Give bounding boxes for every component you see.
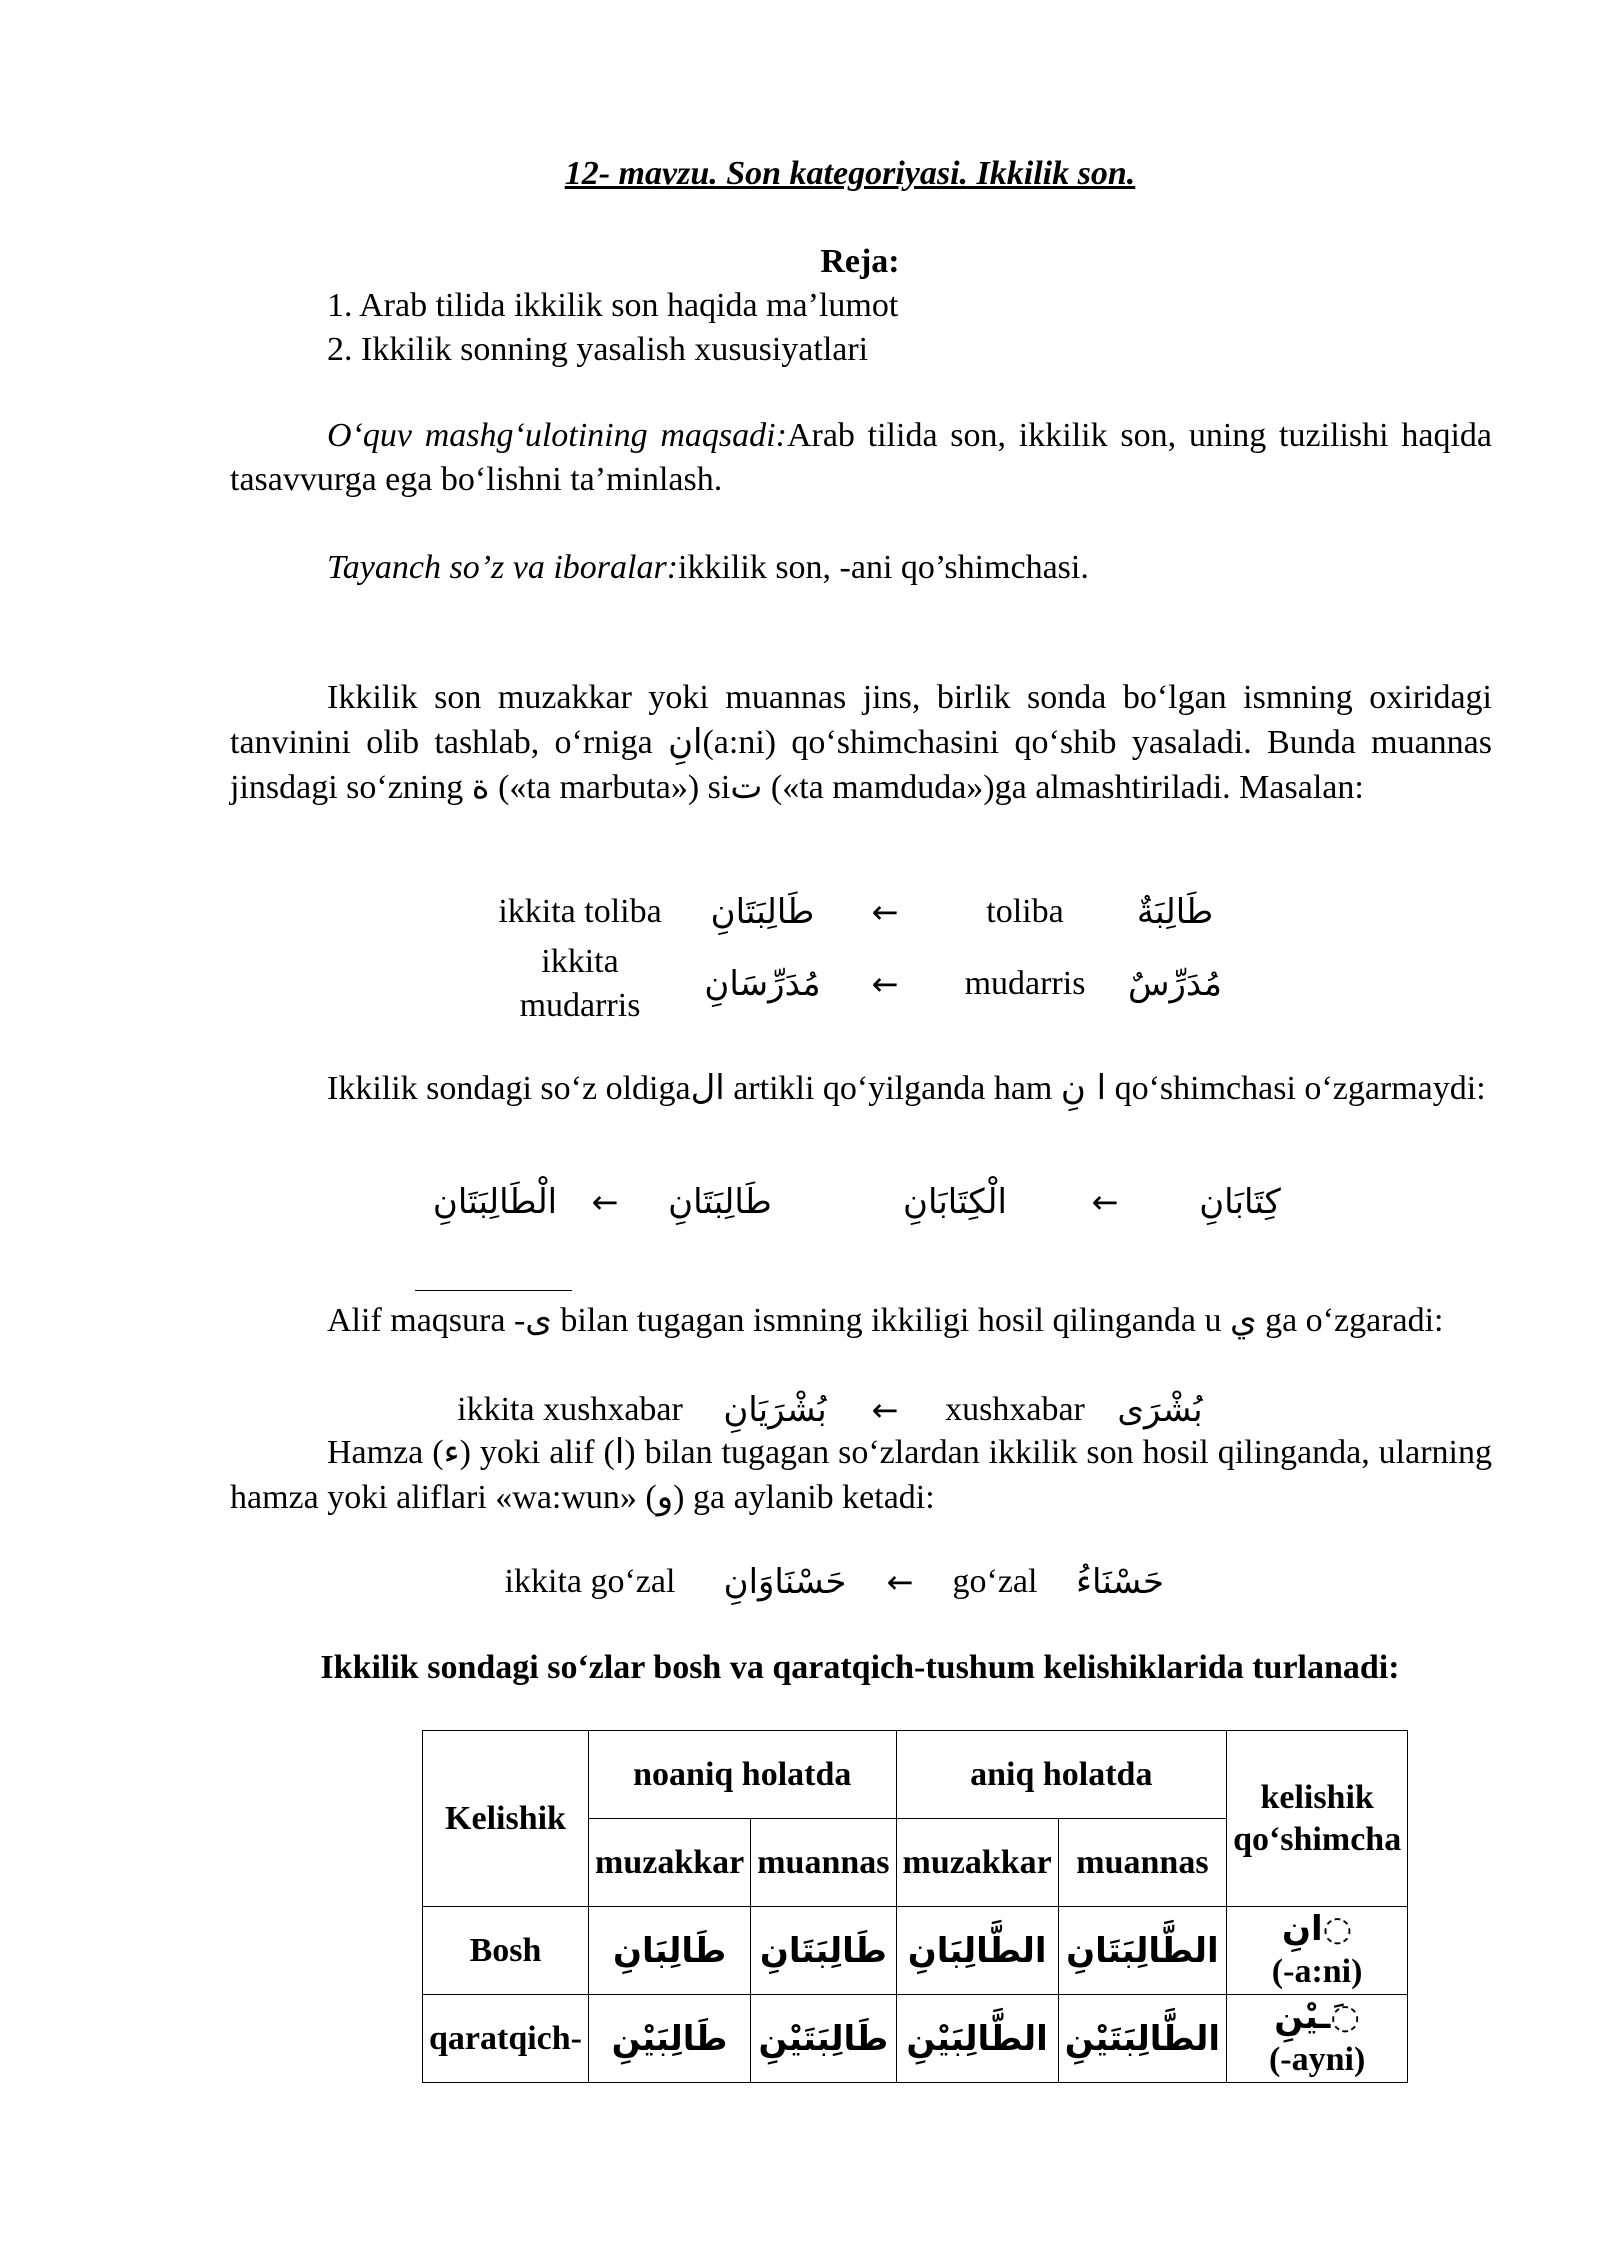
header-definite: aniq holatda <box>896 1731 1227 1819</box>
plan-item-2: 2. Ikkilik sonning yasalish xususiyatlari <box>327 331 869 368</box>
example-row <box>480 890 1225 934</box>
example-arabic-dual: بُشْرَيَانِ <box>723 1390 827 1430</box>
suffix-latin: (-ayni) <box>1268 2041 1366 2078</box>
suffix-cell <box>1227 1907 1408 1995</box>
example-gloss-dual: ikkita mudarris <box>519 943 641 1024</box>
intro-text-2: (a:ni) qo‘shimchasini qo‘shib yasaladi. Bunda muannas jinsdagi so‘zning <box>230 724 1493 806</box>
def-masc-cell: الطَّالِبَانِ <box>896 1907 1058 1995</box>
ya-arabic: ي <box>1229 1300 1257 1340</box>
table-row <box>423 1995 1408 2083</box>
example-gloss-singular: mudarris <box>964 965 1086 1002</box>
arrow-left-icon: ← <box>1091 1183 1119 1221</box>
example-arabic-definite: الْطَالِبَتَانِ <box>432 1182 558 1222</box>
indef-fem-cell: طَالِبَتَانِ <box>751 1907 896 1995</box>
alif-text-2: bilan tugagan ismning ikkiligi hosil qilinganda u <box>560 1302 1222 1339</box>
example-arabic-singular: حَسْنَاءُ <box>1076 1562 1164 1602</box>
example-arabic-definite: الْكِتَابَانِ <box>903 1182 1007 1222</box>
example-arabic-dual: حَسْنَاوَانِ <box>723 1562 847 1602</box>
article-example-row <box>420 1180 1310 1224</box>
example-gloss-singular: toliba <box>986 893 1064 930</box>
hamza-arabic: ء <box>443 1432 460 1472</box>
article-al-arabic: ال <box>690 1068 725 1108</box>
example-gloss-singular: xushxabar <box>945 1391 1085 1428</box>
goal-paragraph <box>230 414 1492 502</box>
article-paragraph <box>230 1066 1492 1111</box>
arrow-left-icon: ← <box>871 965 899 1003</box>
intro-suffix-arabic: انِ <box>668 722 703 762</box>
header-case: Kelishik <box>423 1731 589 1907</box>
keywords-paragraph <box>230 546 1492 590</box>
alif-maqsura-arabic: ى <box>525 1300 552 1340</box>
alif-example-row <box>440 1388 1210 1432</box>
goal-text: Arab tilida son, ikkilik son, uning tuzilishi haqida tasavvurga ega bo‘lishni ta’minlash. <box>230 417 1492 498</box>
plan-item-1: 1. Arab tilida ikkilik son haqida ma’lumot <box>327 287 899 324</box>
example-arabic-dual: طَالِبَتَانِ <box>710 892 815 932</box>
header-masculine: muzakkar <box>896 1819 1058 1907</box>
plan-heading: Reja: <box>820 243 900 280</box>
example-arabic-dual: مُدَرِّسَانِ <box>704 964 821 1004</box>
article-text-2: artikli qo‘yilganda ham <box>733 1070 1053 1107</box>
alif-text-3: ga o‘zgaradi: <box>1265 1302 1444 1339</box>
alif-maqsura-paragraph <box>230 1298 1492 1343</box>
example-arabic-singular: طَالِبَةٌ <box>1136 892 1214 932</box>
article-text-3: qo‘shimchasi o‘zgarmaydi: <box>1114 1070 1486 1107</box>
ta-mamduda-arabic: ت <box>730 767 763 807</box>
article-text-1: Ikkilik sondagi so‘z oldiga <box>327 1070 691 1107</box>
indef-fem-cell: طَالِبَتَيْنِ <box>751 1995 896 2083</box>
page-title: 12- mavzu. Son kategoriyasi. Ikkilik son. <box>564 155 1136 192</box>
row-case: qaratqich- <box>423 1995 589 2083</box>
intro-text-4: («ta mamduda»)ga almashtiriladi. Masalan: <box>770 769 1364 806</box>
intro-paragraph <box>230 676 1492 810</box>
hamza-example-row <box>480 1560 1180 1604</box>
intro-text-1: Ikkilik son muzakkar yoki muannas jins, birlik sonda bo‘lgan ismning oxiridagi tanvinini olib tashlab, o‘rniga <box>230 679 1492 761</box>
example-gloss-singular: go‘zal <box>952 1563 1038 1600</box>
example-row <box>480 940 1225 1028</box>
ta-marbuta-arabic: ة <box>471 767 490 807</box>
hamza-text-2: ) yoki alif ( <box>459 1434 615 1471</box>
example-gloss-dual: ikkita toliba <box>498 893 662 930</box>
article-suffix-arabic: ا نِ <box>1060 1068 1107 1108</box>
def-masc-cell: الطَّالِبَيْنِ <box>896 1995 1058 2083</box>
intro-text-3: («ta marbuta») si <box>498 769 731 806</box>
alif-text-1: Alif maqsura - <box>327 1302 526 1339</box>
declension-table <box>422 1730 1408 2083</box>
arrow-left-icon: ← <box>886 1563 914 1601</box>
example-arabic-indefinite: طَالِبَتَانِ <box>668 1182 772 1222</box>
def-fem-cell: الطَّالِبَتَانِ <box>1058 1907 1226 1995</box>
alif-arabic: ا <box>614 1432 625 1472</box>
hamza-text-4: ga aylanib ketadi: <box>693 1479 935 1516</box>
divider-line <box>415 1290 572 1291</box>
suffix-cell <box>1227 1995 1408 2083</box>
row-case: Bosh <box>423 1907 589 1995</box>
header-indefinite: noaniq holatda <box>589 1731 897 1819</box>
arrow-left-icon: ← <box>591 1183 619 1221</box>
suffix-arabic: ◌َـيْنِ <box>1274 1997 1361 2037</box>
def-fem-cell: الطَّالِبَتَيْنِ <box>1058 1995 1226 2083</box>
header-feminine: muannas <box>1058 1819 1226 1907</box>
hamza-text-1: Hamza ( <box>327 1434 444 1471</box>
hamza-text-3: ) bilan tugagan so‘zlardan ikkilik son hosil qilinganda, ularning hamza yoki aliflari «wa:wun» <box>230 1434 1492 1516</box>
suffix-arabic: ◌انِ <box>1281 1909 1353 1949</box>
example-gloss-dual: ikkita xushxabar <box>457 1391 683 1428</box>
keywords-label: Tayanch so’z va iboralar: <box>327 549 679 586</box>
keywords-text: ikkilik son, -ani qo’shimchasi. <box>678 549 1089 586</box>
arrow-left-icon: ← <box>871 1391 899 1429</box>
arrow-left-icon: ← <box>871 893 899 931</box>
table-heading: Ikkilik sondagi so‘zlar bosh va qaratqich-tushum kelishiklarida turlanadi: <box>320 1649 1400 1686</box>
hamza-paragraph: Hamza (ء) yoki alif (ا) bilan tugagan so‘zlardan ikkilik son hosil qilinganda, ularning hamza yoki aliflari «wa:wun» (و) ga aylanib ketadi: <box>230 1432 1492 1517</box>
goal-label: O‘quv mashg‘ulotining maqsadi: <box>327 417 787 454</box>
example-arabic-singular: مُدَرِّسٌ <box>1128 964 1222 1004</box>
header-feminine: muannas <box>751 1819 896 1907</box>
indef-masc-cell: طَالِبَيْنِ <box>589 1995 751 2083</box>
table-row <box>423 1907 1408 1995</box>
example-arabic-indefinite: كِتَابَانِ <box>1199 1182 1281 1222</box>
indef-masc-cell: طَالِبَانِ <box>589 1907 751 1995</box>
waw-arabic: و <box>656 1477 674 1517</box>
header-suffix: kelishik qo‘shimcha <box>1227 1731 1408 1907</box>
suffix-latin: (-a:ni) <box>1271 1953 1363 1990</box>
example-gloss-dual: ikkita go‘zal <box>504 1563 676 1600</box>
example-arabic-singular: بُشْرَى <box>1117 1390 1203 1430</box>
header-masculine: muzakkar <box>589 1819 751 1907</box>
